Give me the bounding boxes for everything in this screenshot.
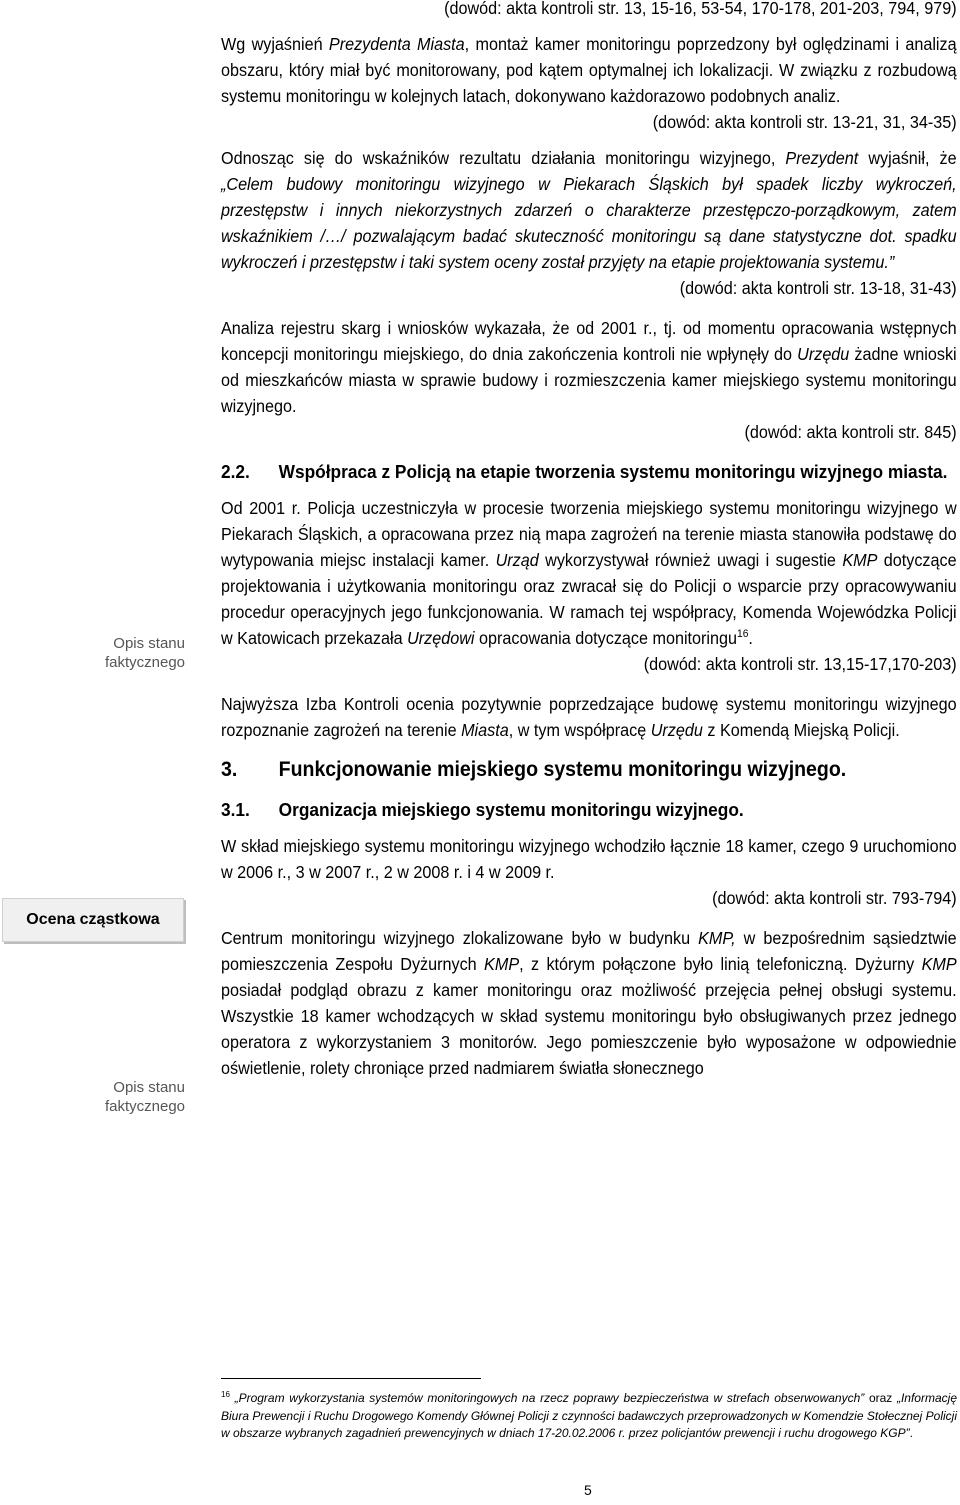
paragraph-3: Analiza rejestru skarg i wniosków wykazała, że od 2001 r., tj. od momentu opracowania wstępnych koncepcji monitoringu miejskiego, do dnia zakończenia kontroli nie wpłynęły do Urzędu żadne wnioski od mieszkańców miasta w sprawie budowy i rozmieszczenia kamer miejskiego systemu monitoringu wizyjnego.: [221, 318, 957, 416]
evidence-reference: (dowód: akta kontroli str. 845): [744, 422, 957, 442]
margin-label-opis-1: Opis stanu faktycznego: [104, 635, 185, 671]
evidence-reference: (dowód: akta kontroli str. 13, 15-16, 53-54, 170-178, 201-203, 794, 979): [444, 0, 957, 18]
section-heading-3-1: 3.1. Organizacja miejskiego systemu monitoringu wizyjnego.: [221, 799, 744, 820]
paragraph-6: W skład miejskiego systemu monitoringu wizyjnego wchodziło łącznie 18 kamer, czego 9 uruchomiono w 2006 r., 3 w 2007 r., 2 w 2008 r. i 4 w 2009 r.: [221, 836, 957, 882]
footnote-16: $^{16}$ „Program wykorzystania systemów monitoringowych na rzecz poprawy bezpieczeństwa w strefach obserwowanych” oraz „Informację Biura Prewencji i Ruchu Drogowego Komendy Głównej Policji z czynności badawczych przeprowadzonych w Komendzie Stołecznej Policji w obszarze wybranych zagadnień prewencyjnych w dniach 17-20.02.2006 r. przez policjantów prewencji i ruchu drogowego KGP”.: [221, 1390, 957, 1440]
footnote-divider: [221, 1378, 481, 1379]
evidence-reference: (dowód: akta kontroli str. 13-18, 31-43): [679, 278, 957, 298]
footnote-marker[interactable]: 16: [737, 628, 749, 641]
section-heading-2-2: 2.2. Współpraca z Policją na etapie tworzenia systemu monitoringu wizyjnego miasta.: [221, 461, 948, 482]
document-body: [221, 0, 957, 1081]
paragraph-2: Odnosząc się do wskaźników rezultatu działania monitoringu wizyjnego, Prezydent wyjaśnił, że „Celem budowy monitoringu wizyjnego w Piekarach Śląskich był spadek liczby wykroczeń, przestępstw i innych niekorzystnych zdarzeń o charakterze przestępczo-porządkowym, zatem wskaźnikiem /…/ pozwalającym badać skuteczność monitoringu są dane statystyczne dot. spadku wykroczeń i przestępstw i taki system oceny został przyjęty na etapie projektowania systemu.”: [221, 148, 957, 272]
evidence-reference: (dowód: akta kontroli str. 13,15-17,170-203): [643, 654, 957, 674]
paragraph-1: Wg wyjaśnień Prezydenta Miasta, montaż kamer monitoringu poprzedzony był oględzinami i analizą obszaru, który miał być monitorowany, pod kątem optymalnej ich lokalizacji. W związku z rozbudową systemu monitoringu w kolejnych latach, dokonywano każdorazowo podobnych analiz.: [221, 34, 957, 106]
page-number: 5: [584, 1482, 592, 1498]
margin-label-ocena: Ocena cząstkowa: [2, 898, 184, 942]
evidence-reference: (dowód: akta kontroli str. 13-21, 31, 34-35): [652, 112, 957, 132]
paragraph-7: Centrum monitoringu wizyjnego zlokalizowane było w budynku KMP, w bezpośrednim sąsiedztwie pomieszczenia Zespołu Dyżurnych KMP, z którym połączone było linią telefoniczną. Dyżurny KMP posiadał podgląd obrazu z kamer monitoringu oraz możliwość przejęcia pełnej obsługi systemu. Wszystkie 18 kamer wchodzących w skład systemu monitoringu było obsługiwanych przez jednego operatora z wykorzystaniem 3 monitorów. Jego pomieszczenie było wyposażone w odpowiednie oświetlenie, rolety chroniące przed nadmiarem światła słonecznego: [221, 928, 957, 1078]
margin-label-opis-2: Opis stanu faktycznego: [104, 1079, 185, 1115]
evidence-reference: (dowód: akta kontroli str. 793-794): [712, 888, 957, 908]
section-heading-3: 3. Funkcjonowanie miejskiego systemu monitoringu wizyjnego.: [221, 758, 847, 781]
paragraph-5: Najwyższa Izba Kontroli ocenia pozytywnie poprzedzające budowę systemu monitoringu wizyjnego rozpoznanie zagrożeń na terenie Miasta, w tym współpracę Urzędu z Komendą Miejską Policji.: [221, 694, 957, 740]
paragraph-4: Od 2001 r. Policja uczestniczyła w procesie tworzenia miejskiego systemu monitoringu wizyjnego w Piekarach Śląskich, a opracowana przez nią mapa zagrożeń na terenie miasta stanowiła podstawę do wytypowania miejsc instalacji kamer. Urząd wykorzystywał również uwagi i sugestie KMP dotyczące projektowania i użytkowania monitoringu oraz zwracał się do Policji o wsparcie przy opracowywaniu procedur operacyjnych jego funkcjonowania. W ramach tej współpracy, Komenda Wojewódzka Policji w Katowicach przekazała Urzędowi opracowania dotyczące monitoringu$^{16}$.: [221, 498, 957, 648]
